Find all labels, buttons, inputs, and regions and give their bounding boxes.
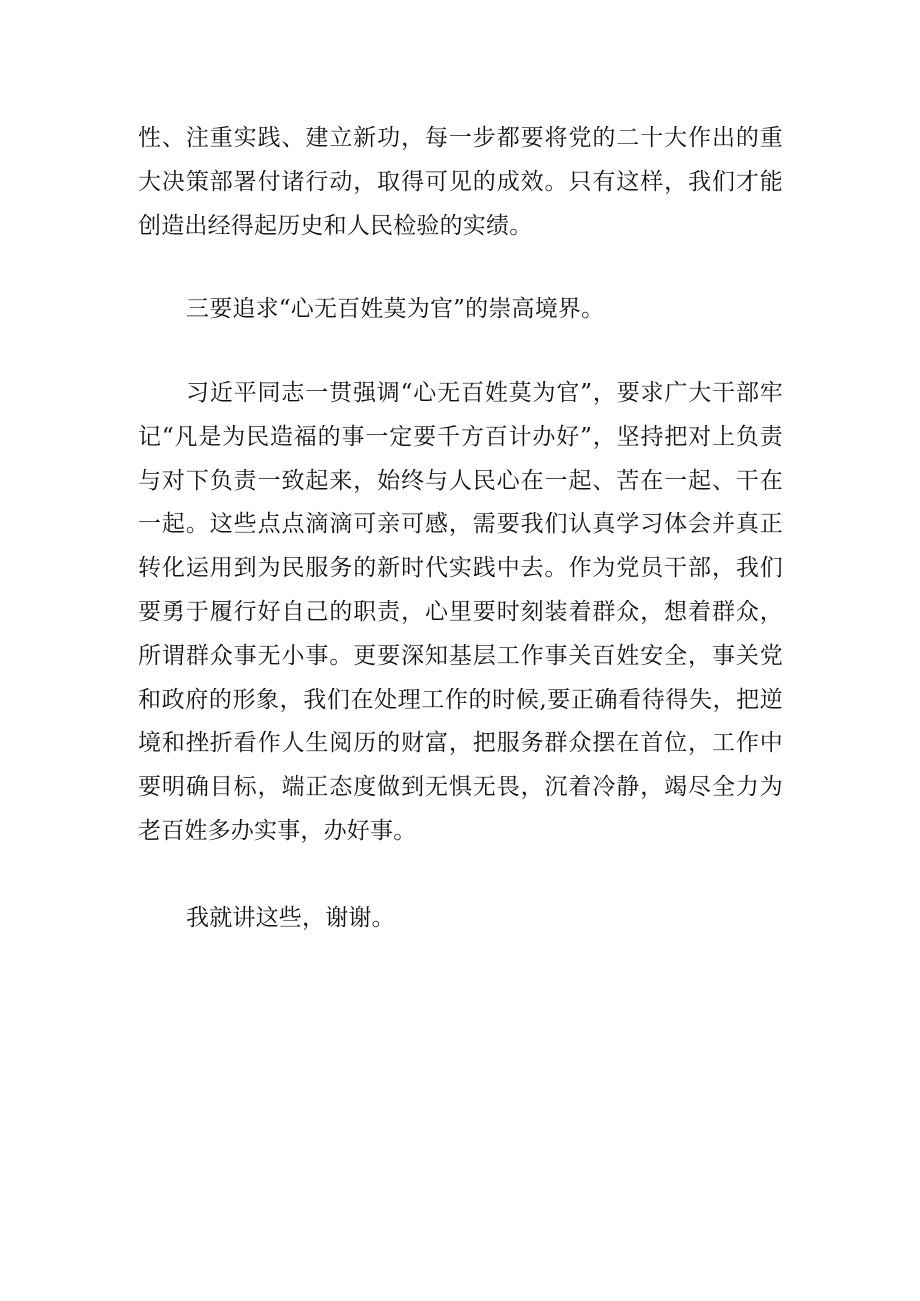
paragraph-continuation: 性、注重实践、建立新功，每一步都要将党的二十大作出的重大决策部署付诸行动，取得可见的成效。只有这样，我们才能创造出经得起历史和人民检验的实绩。 xyxy=(138,125,783,239)
section-heading: 三要追求“心无百姓莫为官”的崇高境界。 xyxy=(186,296,605,322)
closing-remark: 我就讲这些，谢谢。 xyxy=(186,905,395,931)
paragraph-serve-people: 习近平同志一贯强调“心无百姓莫为官”，要求广大干部牢记“凡是为民造福的事一定要千方百计办好”，坚持把对上负责与对下负责一致起来，始终与人民心在一起、苦在一起、干在一起。这些点点滴滴可亲可感，需要我们认真学习体会并真正转化运用到为民服务的新时代实践中去。作为党员干部，我们要勇于履行好自己的职责，心里要时刻装着群众，想着群众，所谓群众事无小事。更要深知基层工作事关百姓安全，事关党和政府的形象，我们在处理工作的时候,要正确看待得失，把逆境和挫折看作人生阅历的财富，把服务群众摆在首位，工作中要明确目标，端正态度做到无惧无畏，沉着冷静，竭尽全力为老百姓多办实事，办好事。 xyxy=(138,380,783,844)
